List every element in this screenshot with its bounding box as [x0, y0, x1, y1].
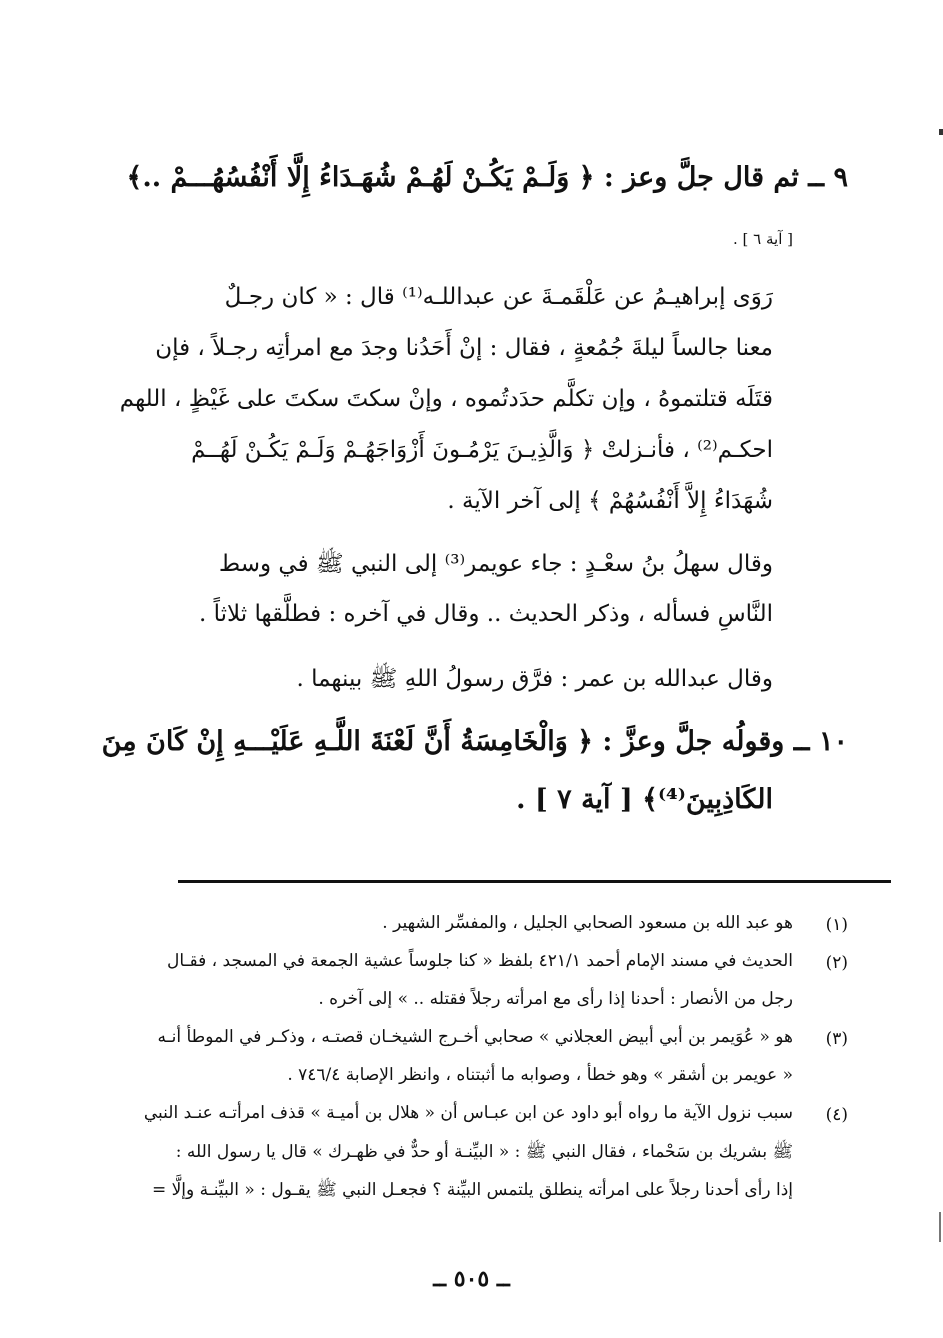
footnote-3-number: (٣): [825, 1029, 848, 1049]
item-10-line2: الكَاذِبِينَ⁽⁴⁾﴾ [ آية ٧ ] .: [516, 784, 773, 815]
scan-mark: [939, 129, 943, 135]
para2-line1: وقال سهلُ بنُ سعْـدٍ : جاء عويمر⁽³⁾ إلى النبي ﷺ في وسط: [218, 551, 773, 577]
para2-line2: النَّاسِ فسأله ، وذكر الحديث .. وقال في آخره : فطلَّقها ثلاثاً .: [198, 601, 773, 627]
footnote-4-line1: سبب نزول الآية ما رواه أبو داود عن ابن عبـاس أن « هلال بن أميـة » قذف امرأتـه عنـد النبي: [143, 1103, 793, 1123]
para1-line5: شُهَدَاءُ إِلاَّ أَنْفُسُهُمْ ﴾ إلى آخر الآية .: [447, 488, 773, 514]
item-10-line1: ١٠ ــ وقولُه جلَّ وعزَّ : ﴿ وَالْخَامِسَةُ أَنَّ لَعْنَةَ اللَّـهِ عَلَيْـــهِ إِنْ كَانَ مِنَ: [101, 726, 848, 757]
para1-line2: معنا جالساً ليلةَ جُمُعةٍ ، فقال : إنْ أَحَدُنا وجدَ مع امرأتِه رجـلاً ، فإن: [155, 335, 773, 361]
para1-line3: قتَلَه قتلتموهُ ، وإن تكلَّم حدَدتُموه ، وإنْ سكتَ سكتَ على غَيْظٍ ، اللهم: [119, 386, 773, 412]
footnote-4-line2: ﷺ بشريك بن سَحْماء ، فقال النبي ﷺ : « البيِّنـة أو حدٌّ في ظهـرك » قال يا رسول الله :: [175, 1142, 793, 1162]
footnote-1-line1: هو عبد الله بن مسعود الصحابي الجليل ، والمفسِّر الشهير .: [382, 913, 793, 933]
para1-line1: رَوَى إبراهيـمُ عن عَلْقَمـةَ عن عبداللـه⁽¹⁾ قال : « كان رجـلٌ: [224, 284, 773, 310]
page-number: ــ ٥٠٥ ــ: [433, 1266, 510, 1292]
footnote-4-line3: إذا رأى أحدنا رجلاً على امرأته ينطلق يلتمس البيِّنة ؟ فجعـل النبي ﷺ يقـول : « البيِّنـة وإلَّا =: [151, 1180, 793, 1200]
item-9-verse-ref: [ آية ٦ ] .: [733, 230, 793, 248]
footnote-2-line1: الحديث في مسند الإمام أحمد ٤٢١/١ بلفظ « كنا جلوساً عشية الجمعة في المسجد ، فقـال: [166, 951, 793, 971]
footnote-1-number: (١): [825, 915, 848, 935]
scan-edge-mark: [939, 1212, 941, 1242]
para1-line4: احكـم⁽²⁾ ، فأنـزلتْ ﴿ وَالَّذِيـنَ يَرْمُـونَ أَزْوَاجَهُـمْ وَلَـمْ يَكُـنْ لَهُــمْ: [191, 437, 773, 463]
footnote-3-line2: « عويمر بن أشقر » وهو خطأ ، وصوابه ما أثبتناه ، وانظر الإصابة ٧٤٦/٤ .: [287, 1065, 793, 1085]
item-9-heading: ٩ ــ ثم قال جلَّ وعز : ﴿ وَلَـمْ يَكُـنْ لَهُـمْ شُهَـدَاءُ إِلَّا أَنْفُسُهُـــمْ ..﴾: [126, 162, 848, 193]
footnote-separator: [178, 880, 891, 883]
footnote-3-line1: هو « عُوَيمر بن أبي أبيض العجلاني » صحابي أخـرج الشيخـان قصتـه ، وذكـر في الموطأ أنـه: [157, 1027, 793, 1047]
footnote-2-line2: رجل من الأنصار : أحدنا إذا رأى مع امرأته رجلاً فقتله .. » إلى آخره .: [318, 989, 793, 1009]
para3: وقال عبدالله بن عمر : فرَّق رسولُ اللهِ ﷺ بينهما .: [296, 666, 773, 692]
footnote-4-number: (٤): [825, 1105, 848, 1125]
footnote-2-number: (٢): [825, 953, 848, 973]
